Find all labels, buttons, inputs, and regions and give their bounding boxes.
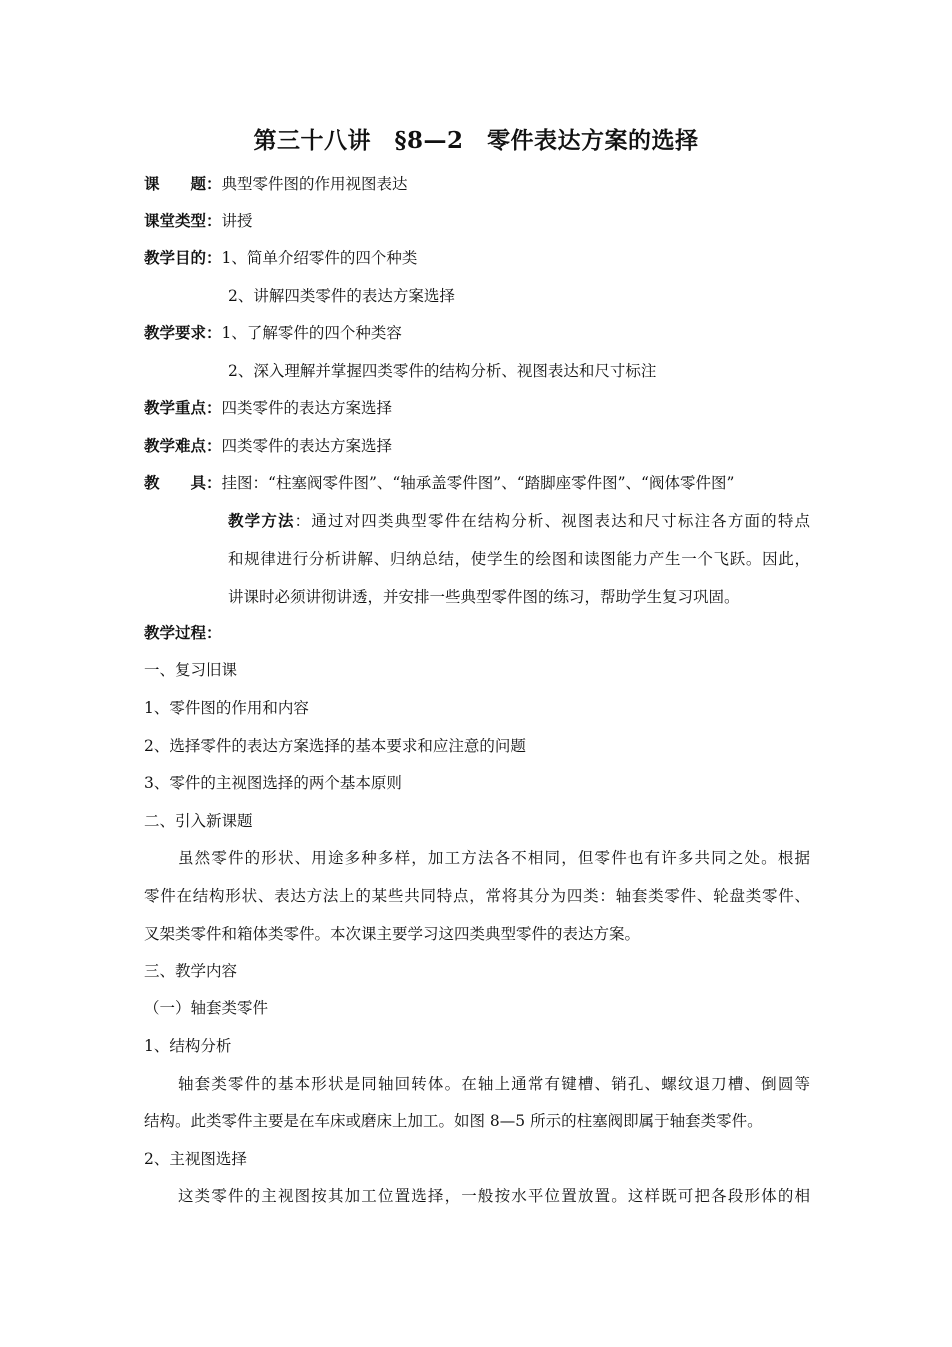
purpose-item-2: 2、讲解四类零件的表达方案选择	[228, 287, 455, 305]
review-item-1: 1、零件图的作用和内容	[144, 699, 309, 717]
requirement-row	[144, 322, 402, 344]
purpose-row	[144, 247, 417, 269]
section-shaft-sleeve: （一）轴套类零件	[144, 999, 269, 1017]
intro-paragraph-line-2: 零件在结构形状、表达方法上的某些共同特点，常将其分为四类：轴套类零件、轮盘类零件、	[144, 887, 810, 905]
method-text-1: ：通过对四类典型零件在结构分析、视图表达和尺寸标注各方面的特点	[294, 512, 810, 530]
structure-paragraph-line-1: 轴套类零件的基本形状是同轴回转体。在轴上通常有键槽、销孔、螺纹退刀槽、倒圆等	[178, 1075, 810, 1093]
review-item-3: 3、零件的主视图选择的两个基本原则	[144, 774, 402, 792]
class-type-label: 课堂类型：	[144, 211, 222, 230]
class-type-value: 讲授	[221, 212, 253, 230]
page-title: 第三十八讲 §8—2 零件表达方案的选择	[253, 127, 699, 154]
difficulty-label: 教学难点：	[144, 436, 222, 455]
method-label: 教学方法	[228, 511, 295, 530]
process-label	[144, 622, 222, 644]
requirement-item-1: 1、了解零件的四个种类容	[221, 324, 402, 342]
difficulty-value: 四类零件的表达方案选择	[221, 437, 393, 455]
purpose-item-1: 1、简单介绍零件的四个种类	[221, 249, 418, 267]
intro-heading: 二、引入新课题	[144, 812, 253, 830]
difficulty-row	[144, 435, 392, 457]
review-heading: 一、复习旧课	[144, 661, 238, 679]
structure-paragraph-line-2: 结构。此类零件主要是在车床或磨床上加工。如图 8—5 所示的柱塞阀即属于轴套类零件。	[144, 1112, 763, 1130]
topic-value: 典型零件图的作用视图表达	[221, 175, 408, 193]
purpose-label: 教学目的：	[144, 248, 222, 267]
content-heading: 三、教学内容	[144, 962, 238, 980]
class-type-row	[144, 210, 253, 232]
structure-analysis-heading: 1、结构分析	[144, 1037, 232, 1055]
method-line-1	[228, 510, 810, 532]
tools-label: 教 具：	[144, 473, 222, 492]
intro-paragraph-line-3: 叉架类零件和箱体类零件。本次课主要学习这四类典型零件的表达方案。	[144, 925, 641, 943]
key-point-label: 教学重点：	[144, 398, 222, 417]
process-label-text: 教学过程：	[144, 623, 222, 642]
review-item-2: 2、选择零件的表达方案选择的基本要求和应注意的问题	[144, 737, 526, 755]
main-view-paragraph-line-1: 这类零件的主视图按其加工位置选择，一般按水平位置放置。这样既可把各段形体的相	[178, 1187, 810, 1205]
method-line-3: 讲课时必须讲彻讲透，并安排一些典型零件图的练习，帮助学生复习巩固。	[228, 588, 740, 606]
method-line-2: 和规律进行分析讲解、归纳总结，使学生的绘图和读图能力产生一个飞跃。因此，	[228, 550, 810, 568]
tools-value: 挂图：“柱塞阀零件图”、“轴承盖零件图”、“踏脚座零件图”、“阀体零件图”	[221, 474, 735, 492]
key-point-value: 四类零件的表达方案选择	[221, 399, 393, 417]
requirement-label: 教学要求：	[144, 323, 222, 342]
tools-row	[144, 472, 734, 494]
requirement-item-2: 2、深入理解并掌握四类零件的结构分析、视图表达和尺寸标注	[228, 362, 657, 380]
intro-paragraph-line-1: 虽然零件的形状、用途多种多样，加工方法各不相同，但零件也有许多共同之处。根据	[178, 849, 810, 867]
topic-label: 课 题：	[144, 174, 222, 193]
key-point-row	[144, 397, 392, 419]
main-view-heading: 2、主视图选择	[144, 1150, 247, 1168]
topic-row	[144, 173, 408, 195]
